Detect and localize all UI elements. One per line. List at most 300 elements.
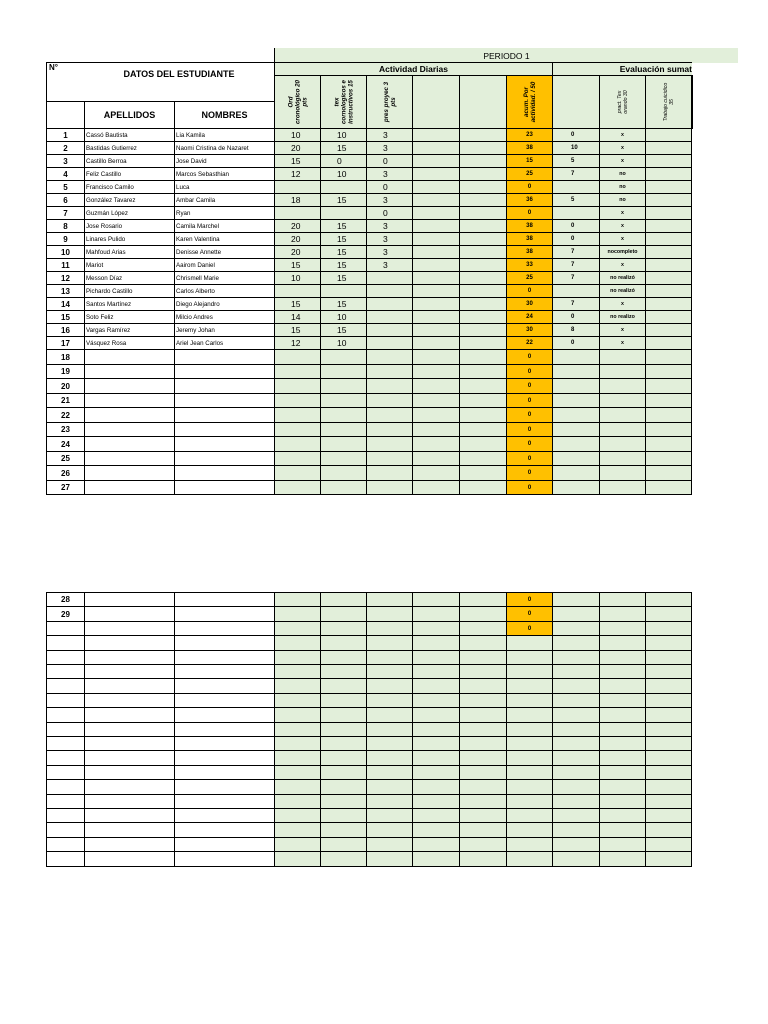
trabajo-cell: no realizo <box>599 310 646 324</box>
empty-cell <box>459 664 507 679</box>
row-number: 13 <box>46 284 85 298</box>
empty-cell <box>599 465 646 481</box>
empty-cell <box>412 206 460 220</box>
row-number <box>46 722 85 737</box>
number-header: N° <box>46 62 85 102</box>
apellidos-cell: Pichardo Castillo <box>84 284 175 298</box>
score-pres: 3 <box>366 219 413 233</box>
total-cell: 0 <box>506 621 553 636</box>
score-ord: 15 <box>274 258 321 272</box>
nombres-cell <box>174 664 275 679</box>
empty-cell <box>645 310 692 324</box>
pract-tex-cell: 5 <box>552 193 600 207</box>
trabajo-cell: x <box>599 323 646 337</box>
empty-cell <box>645 436 692 452</box>
empty-cell <box>506 693 553 708</box>
row-number: 4 <box>46 167 85 181</box>
empty-cell <box>645 297 692 311</box>
apellidos-cell <box>84 794 175 809</box>
empty-cell <box>274 765 321 780</box>
empty-cell <box>412 650 460 665</box>
empty-cell <box>459 206 507 220</box>
pres-proyec-header <box>366 75 413 129</box>
nombres-cell: Ambar Camila <box>174 193 275 207</box>
empty-cell <box>459 336 507 350</box>
score-pres: 0 <box>366 180 413 194</box>
row-number: 10 <box>46 245 85 259</box>
nombres-cell: Chrismell Marie <box>174 271 275 285</box>
empty-cell <box>645 837 692 852</box>
empty-cell <box>274 364 321 379</box>
empty-cell <box>459 451 507 466</box>
empty-cell <box>506 851 553 867</box>
empty-cell <box>320 837 367 852</box>
empty-cell <box>645 393 692 408</box>
empty-cell <box>599 635 646 651</box>
score-ord: 18 <box>274 193 321 207</box>
column-header-line: cronológico 20 <box>294 79 301 125</box>
empty-cell <box>320 407 367 423</box>
apellidos-cell: Bastidas Gutierrez <box>84 141 175 155</box>
column-header-line: Trabajo cuicidico <box>662 82 669 122</box>
empty-cell <box>552 808 600 823</box>
nombres-cell <box>174 592 275 607</box>
empty-cell <box>552 621 600 636</box>
score-pres: 3 <box>366 245 413 259</box>
empty-cell <box>599 378 646 394</box>
empty-cell <box>366 808 413 823</box>
nombres-cell <box>174 693 275 708</box>
empty-cell <box>366 851 413 867</box>
empty-cell <box>274 851 321 867</box>
empty-cell <box>552 480 600 495</box>
row-number <box>46 822 85 838</box>
nombres-cell <box>174 750 275 766</box>
total-cell: 0 <box>506 393 553 408</box>
empty-cell <box>366 451 413 466</box>
empty-cell <box>412 297 460 311</box>
trabajo-cell: no <box>599 193 646 207</box>
empty-cell <box>645 206 692 220</box>
empty-cell <box>645 167 692 181</box>
nombres-cell: Ryan <box>174 206 275 220</box>
empty-cell <box>412 736 460 751</box>
column-header-line: 35 <box>668 99 675 105</box>
empty-cell <box>412 167 460 181</box>
evaluacion-sumativa-header: Evaluación sumat <box>552 62 692 76</box>
row-number: 11 <box>46 258 85 272</box>
empty-cell <box>599 750 646 766</box>
empty-cell <box>599 722 646 737</box>
empty-cell <box>274 650 321 665</box>
empty-cell <box>459 635 507 651</box>
column-header-line: pract. Tex <box>616 90 623 114</box>
pract-tex-cell: 0 <box>552 232 600 246</box>
empty-cell <box>459 436 507 452</box>
score-pres: 3 <box>366 128 413 142</box>
empty-cell <box>459 393 507 408</box>
apellidos-cell: Messon Díaz <box>84 271 175 285</box>
nombres-cell <box>174 822 275 838</box>
empty-cell <box>412 219 460 233</box>
empty-cell <box>320 621 367 636</box>
empty-cell <box>320 606 367 622</box>
empty-cell <box>459 364 507 379</box>
pract-tex-cell: 7 <box>552 297 600 311</box>
apellidos-cell: Vásquez Rosa <box>84 336 175 350</box>
row-number <box>46 765 85 780</box>
empty-cell <box>320 378 367 394</box>
empty-cell <box>412 436 460 452</box>
empty-cell <box>274 378 321 394</box>
nombres-cell: Camila Marchel <box>174 219 275 233</box>
apellidos-cell <box>84 707 175 723</box>
empty-cell <box>320 722 367 737</box>
apellidos-cell <box>84 693 175 708</box>
score-tex: 10 <box>320 336 367 350</box>
score-tex <box>320 284 367 298</box>
row-number: 17 <box>46 336 85 350</box>
empty-cell <box>645 722 692 737</box>
empty-cell <box>506 650 553 665</box>
empty-cell <box>366 621 413 636</box>
empty-cell <box>599 621 646 636</box>
empty-cell <box>320 808 367 823</box>
trabajo-cell: x <box>599 219 646 233</box>
column-header <box>412 75 460 129</box>
nombres-cell <box>174 650 275 665</box>
empty-cell <box>274 837 321 852</box>
empty-cell <box>506 736 553 751</box>
empty-cell <box>459 822 507 838</box>
score-pres <box>366 310 413 324</box>
trabajo-cell: x <box>599 154 646 168</box>
empty-cell <box>552 837 600 852</box>
empty-cell <box>320 480 367 495</box>
empty-cell <box>320 592 367 607</box>
empty-cell <box>412 451 460 466</box>
empty-cell <box>320 451 367 466</box>
empty-cell <box>459 480 507 495</box>
empty-cell <box>599 422 646 437</box>
empty-cell <box>552 736 600 751</box>
empty-cell <box>412 336 460 350</box>
empty-cell <box>599 592 646 607</box>
empty-cell <box>645 765 692 780</box>
row-number: 6 <box>46 193 85 207</box>
total-cell: 0 <box>506 407 553 423</box>
nombres-cell <box>174 407 275 423</box>
apellidos-cell <box>84 422 175 437</box>
empty-cell <box>412 465 460 481</box>
empty-cell <box>412 851 460 867</box>
empty-cell <box>552 650 600 665</box>
trabajo-cell: x <box>599 206 646 220</box>
row-number: 25 <box>46 451 85 466</box>
total-cell: 0 <box>506 422 553 437</box>
empty-cell <box>506 765 553 780</box>
empty-cell <box>366 664 413 679</box>
empty-cell <box>599 393 646 408</box>
pract-tex-cell: 10 <box>552 141 600 155</box>
empty-cell <box>599 407 646 423</box>
score-tex: 10 <box>320 310 367 324</box>
empty-cell <box>274 393 321 408</box>
total-cell: 0 <box>506 451 553 466</box>
nombres-cell <box>174 364 275 379</box>
empty-cell <box>599 779 646 795</box>
apellidos-cell <box>84 664 175 679</box>
empty-cell <box>274 693 321 708</box>
empty-cell <box>412 407 460 423</box>
total-cell: 33 <box>506 258 553 272</box>
empty-cell <box>506 678 553 694</box>
row-number: 14 <box>46 297 85 311</box>
datos-estudiante-header: DATOS DEL ESTUDIANTE <box>84 62 275 102</box>
trabajo-cell: no <box>599 180 646 194</box>
empty-cell <box>459 779 507 795</box>
empty-cell <box>274 808 321 823</box>
empty-cell <box>366 765 413 780</box>
pract-tex-header <box>599 75 646 129</box>
empty-cell <box>366 480 413 495</box>
empty-cell <box>412 349 460 365</box>
empty-cell <box>506 635 553 651</box>
empty-cell <box>599 794 646 809</box>
column-header-label <box>333 80 354 124</box>
row-number: 22 <box>46 407 85 423</box>
empty-cell <box>366 465 413 481</box>
empty-cell <box>320 794 367 809</box>
row-number: 8 <box>46 219 85 233</box>
empty-cell <box>412 635 460 651</box>
empty-cell <box>274 465 321 481</box>
empty-cell <box>645 407 692 423</box>
pract-tex-cell: 0 <box>552 310 600 324</box>
empty-cell <box>412 765 460 780</box>
nombres-cell: Ariel Jean Carlos <box>174 336 275 350</box>
pract-tex-cell <box>552 284 600 298</box>
empty-cell <box>599 349 646 365</box>
empty-cell <box>274 451 321 466</box>
empty-cell <box>459 128 507 142</box>
nombres-cell <box>174 378 275 394</box>
total-cell: 0 <box>506 465 553 481</box>
empty-cell <box>366 750 413 766</box>
row-number: 15 <box>46 310 85 324</box>
nombres-cell <box>174 480 275 495</box>
empty-cell <box>274 707 321 723</box>
empty-cell <box>366 837 413 852</box>
empty-cell <box>412 245 460 259</box>
empty-cell <box>412 794 460 809</box>
empty-cell <box>645 323 692 337</box>
apellidos-cell: Guzmán López <box>84 206 175 220</box>
column-header-label <box>663 83 675 122</box>
empty-cell <box>412 154 460 168</box>
empty-cell <box>320 822 367 838</box>
empty-cell <box>645 349 692 365</box>
empty-cell <box>459 193 507 207</box>
score-tex <box>320 180 367 194</box>
empty-cell <box>320 349 367 365</box>
empty-cell <box>552 465 600 481</box>
total-cell: 0 <box>506 284 553 298</box>
empty-cell <box>366 364 413 379</box>
pract-tex-cell: 0 <box>552 128 600 142</box>
empty-cell <box>506 664 553 679</box>
empty-cell <box>459 465 507 481</box>
empty-cell <box>274 480 321 495</box>
total-cell: 0 <box>506 364 553 379</box>
total-cell: 30 <box>506 323 553 337</box>
empty-cell <box>320 650 367 665</box>
row-number <box>46 779 85 795</box>
nombres-cell <box>174 606 275 622</box>
empty-cell <box>274 436 321 452</box>
empty-cell <box>412 808 460 823</box>
empty-cell <box>645 193 692 207</box>
empty-cell <box>412 141 460 155</box>
score-pres: 3 <box>366 167 413 181</box>
empty-cell <box>459 693 507 708</box>
empty-cell <box>645 422 692 437</box>
empty-cell <box>274 635 321 651</box>
column-header-line: acum. Por <box>522 87 530 117</box>
total-cell: 0 <box>506 349 553 365</box>
empty-cell <box>552 722 600 737</box>
column-header-line: instructivos 15 <box>347 80 354 124</box>
column-header-line: Ord <box>287 96 294 108</box>
total-cell: 23 <box>506 128 553 142</box>
row-number <box>46 736 85 751</box>
empty-cell <box>366 635 413 651</box>
trabajo-cell: x <box>599 297 646 311</box>
empty-cell <box>320 664 367 679</box>
empty-cell <box>320 779 367 795</box>
empty-cell <box>599 678 646 694</box>
empty-cell <box>599 364 646 379</box>
row-number <box>46 707 85 723</box>
empty-cell <box>599 606 646 622</box>
empty-cell <box>552 822 600 838</box>
nombres-cell: Luca <box>174 180 275 194</box>
trabajo-cell: x <box>599 128 646 142</box>
empty-cell <box>412 606 460 622</box>
empty-cell <box>552 635 600 651</box>
empty-cell <box>320 707 367 723</box>
empty-cell <box>645 736 692 751</box>
total-cell: 0 <box>506 378 553 394</box>
empty-cell <box>459 650 507 665</box>
score-ord: 20 <box>274 219 321 233</box>
score-ord: 15 <box>274 297 321 311</box>
nombres-cell <box>174 349 275 365</box>
pract-tex-cell: 0 <box>552 219 600 233</box>
apellidos-cell <box>84 393 175 408</box>
score-tex: 15 <box>320 271 367 285</box>
empty-cell <box>366 650 413 665</box>
empty-cell <box>552 678 600 694</box>
nombres-cell <box>174 722 275 737</box>
apellidos-cell <box>84 451 175 466</box>
empty-cell <box>506 779 553 795</box>
empty-cell <box>274 750 321 766</box>
empty-cell <box>366 422 413 437</box>
total-cell: 0 <box>506 180 553 194</box>
empty-cell <box>366 393 413 408</box>
total-cell: 0 <box>506 606 553 622</box>
empty-cell <box>459 736 507 751</box>
nombres-cell <box>174 393 275 408</box>
empty-cell <box>320 465 367 481</box>
column-header <box>691 75 693 129</box>
pract-tex-cell: 5 <box>552 154 600 168</box>
column-header-label <box>287 80 308 124</box>
empty-cell <box>645 808 692 823</box>
empty-cell <box>366 722 413 737</box>
empty-cell <box>366 592 413 607</box>
empty-cell <box>645 219 692 233</box>
empty-cell <box>459 349 507 365</box>
score-ord: 20 <box>274 245 321 259</box>
empty-cell <box>506 794 553 809</box>
total-cell: 38 <box>506 219 553 233</box>
empty-cell <box>274 736 321 751</box>
empty-cell <box>459 722 507 737</box>
empty-cell <box>645 635 692 651</box>
score-pres <box>366 323 413 337</box>
score-pres: 0 <box>366 206 413 220</box>
empty-cell <box>412 837 460 852</box>
score-tex: 15 <box>320 219 367 233</box>
row-number: 24 <box>46 436 85 452</box>
empty-cell <box>645 592 692 607</box>
empty-cell <box>645 258 692 272</box>
trabajo-cell: no realizó <box>599 271 646 285</box>
total-cell: 25 <box>506 271 553 285</box>
score-ord: 12 <box>274 336 321 350</box>
empty-cell <box>320 851 367 867</box>
total-cell: 15 <box>506 154 553 168</box>
empty-cell <box>552 436 600 452</box>
score-pres: 3 <box>366 193 413 207</box>
empty-cell <box>645 154 692 168</box>
empty-cell <box>274 621 321 636</box>
empty-cell <box>412 664 460 679</box>
score-pres <box>366 271 413 285</box>
score-tex: 15 <box>320 258 367 272</box>
empty-cell <box>459 707 507 723</box>
nombres-cell <box>174 837 275 852</box>
apellidos-cell <box>84 621 175 636</box>
score-ord: 15 <box>274 323 321 337</box>
empty-cell <box>599 822 646 838</box>
row-number: 18 <box>46 349 85 365</box>
apellidos-cell <box>84 364 175 379</box>
total-cell: 22 <box>506 336 553 350</box>
empty-cell <box>645 822 692 838</box>
total-cell: 25 <box>506 167 553 181</box>
empty-cell <box>645 693 692 708</box>
empty-cell <box>320 422 367 437</box>
empty-cell <box>274 822 321 838</box>
empty-cell <box>412 323 460 337</box>
apellidos-cell: Feliz Castillo <box>84 167 175 181</box>
empty-cell <box>552 349 600 365</box>
pract-tex-cell: 7 <box>552 258 600 272</box>
row-number <box>46 794 85 809</box>
